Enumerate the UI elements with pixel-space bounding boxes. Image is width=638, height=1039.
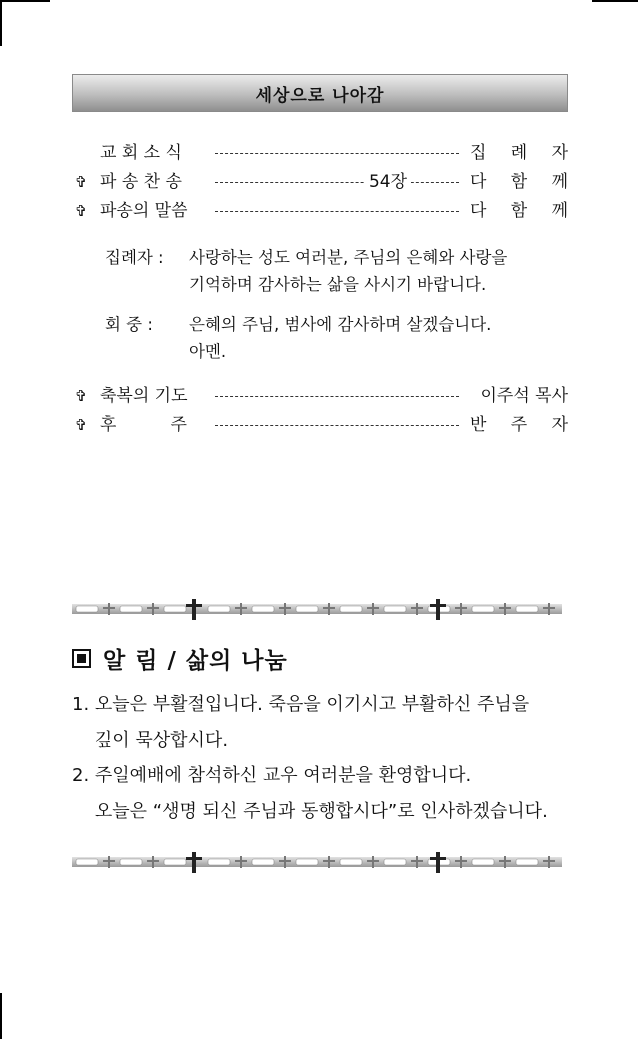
leader-dashes [215, 153, 459, 154]
chain-link-pattern [72, 603, 562, 615]
responsive-line: 사랑하는 성도 여러분, 주님의 은혜와 사랑을 [189, 248, 508, 267]
responsive-congregation [105, 311, 575, 367]
crop-mark-top-left-horizontal [0, 0, 50, 2]
order-item-title: 파송의 말씀 [100, 201, 188, 221]
order-row-postlude [72, 412, 568, 438]
crop-mark-bottom-left [0, 993, 2, 1039]
cross-chain-divider [72, 598, 562, 620]
notice-line: 오늘은 “생명 되신 주님과 동행합시다”로 인사하겠습니다. [72, 801, 548, 822]
cross-icon: ✞ [74, 173, 88, 191]
notice-item [72, 762, 548, 826]
order-item-title: 후 주 [100, 415, 187, 435]
order-row-benediction [72, 383, 568, 409]
leader-dashes [215, 425, 459, 426]
crop-mark-top-right [592, 0, 638, 2]
order-item-title: 축복의 기도 [100, 386, 188, 406]
notices-title: 알 림 / 삶의 나눔 [103, 648, 288, 674]
leader-dashes [215, 182, 459, 183]
speaker-label: 회 중 : [105, 315, 153, 334]
notice-line: 깊이 묵상합시다. [72, 730, 229, 751]
cross-icon: ✞ [74, 387, 88, 405]
responsive-leader [105, 244, 575, 300]
leader-dashes [215, 396, 459, 397]
order-item-leader: 다 함 께 [470, 172, 568, 192]
order-item-leader: 반 주 자 [470, 415, 568, 435]
responsive-line: 기억하며 감사하는 삶을 사시기 바랍니다. [189, 275, 487, 294]
order-item-title: 파 송 찬 송 [100, 172, 182, 192]
section-title: 세상으로 나아감 [255, 85, 385, 106]
order-item-leader: 집 례 자 [470, 143, 568, 163]
hymn-number: 54장 [365, 169, 411, 195]
notices-heading [72, 642, 288, 675]
order-row-word [72, 198, 568, 224]
responsive-line: 아멘. [189, 342, 227, 361]
cross-chain-divider [72, 851, 562, 873]
order-row-news [72, 140, 568, 166]
cross-icon: ✞ [74, 202, 88, 220]
order-item-leader: 이주석 목사 [480, 386, 568, 406]
square-bullet-icon [72, 649, 91, 668]
order-item-leader: 다 함 께 [470, 201, 568, 221]
order-item-title: 교 회 소 식 [100, 143, 182, 163]
speaker-label: 집례자 : [105, 248, 164, 267]
notice-line: 1. 오늘은 부활절입니다. 죽음을 이기시고 부활하신 주님을 [72, 694, 530, 715]
notice-item [72, 691, 529, 755]
section-banner [72, 74, 568, 112]
notice-line: 2. 주일예배에 참석하신 교우 여러분을 환영합니다. [72, 765, 472, 786]
crop-mark-top-left-vertical [0, 0, 2, 46]
chain-link-pattern [72, 856, 562, 868]
order-row-hymn [72, 169, 568, 195]
cross-icon: ✞ [74, 416, 88, 434]
responsive-line: 은혜의 주님, 범사에 감사하며 살겠습니다. [189, 315, 492, 334]
leader-dashes [215, 211, 459, 212]
